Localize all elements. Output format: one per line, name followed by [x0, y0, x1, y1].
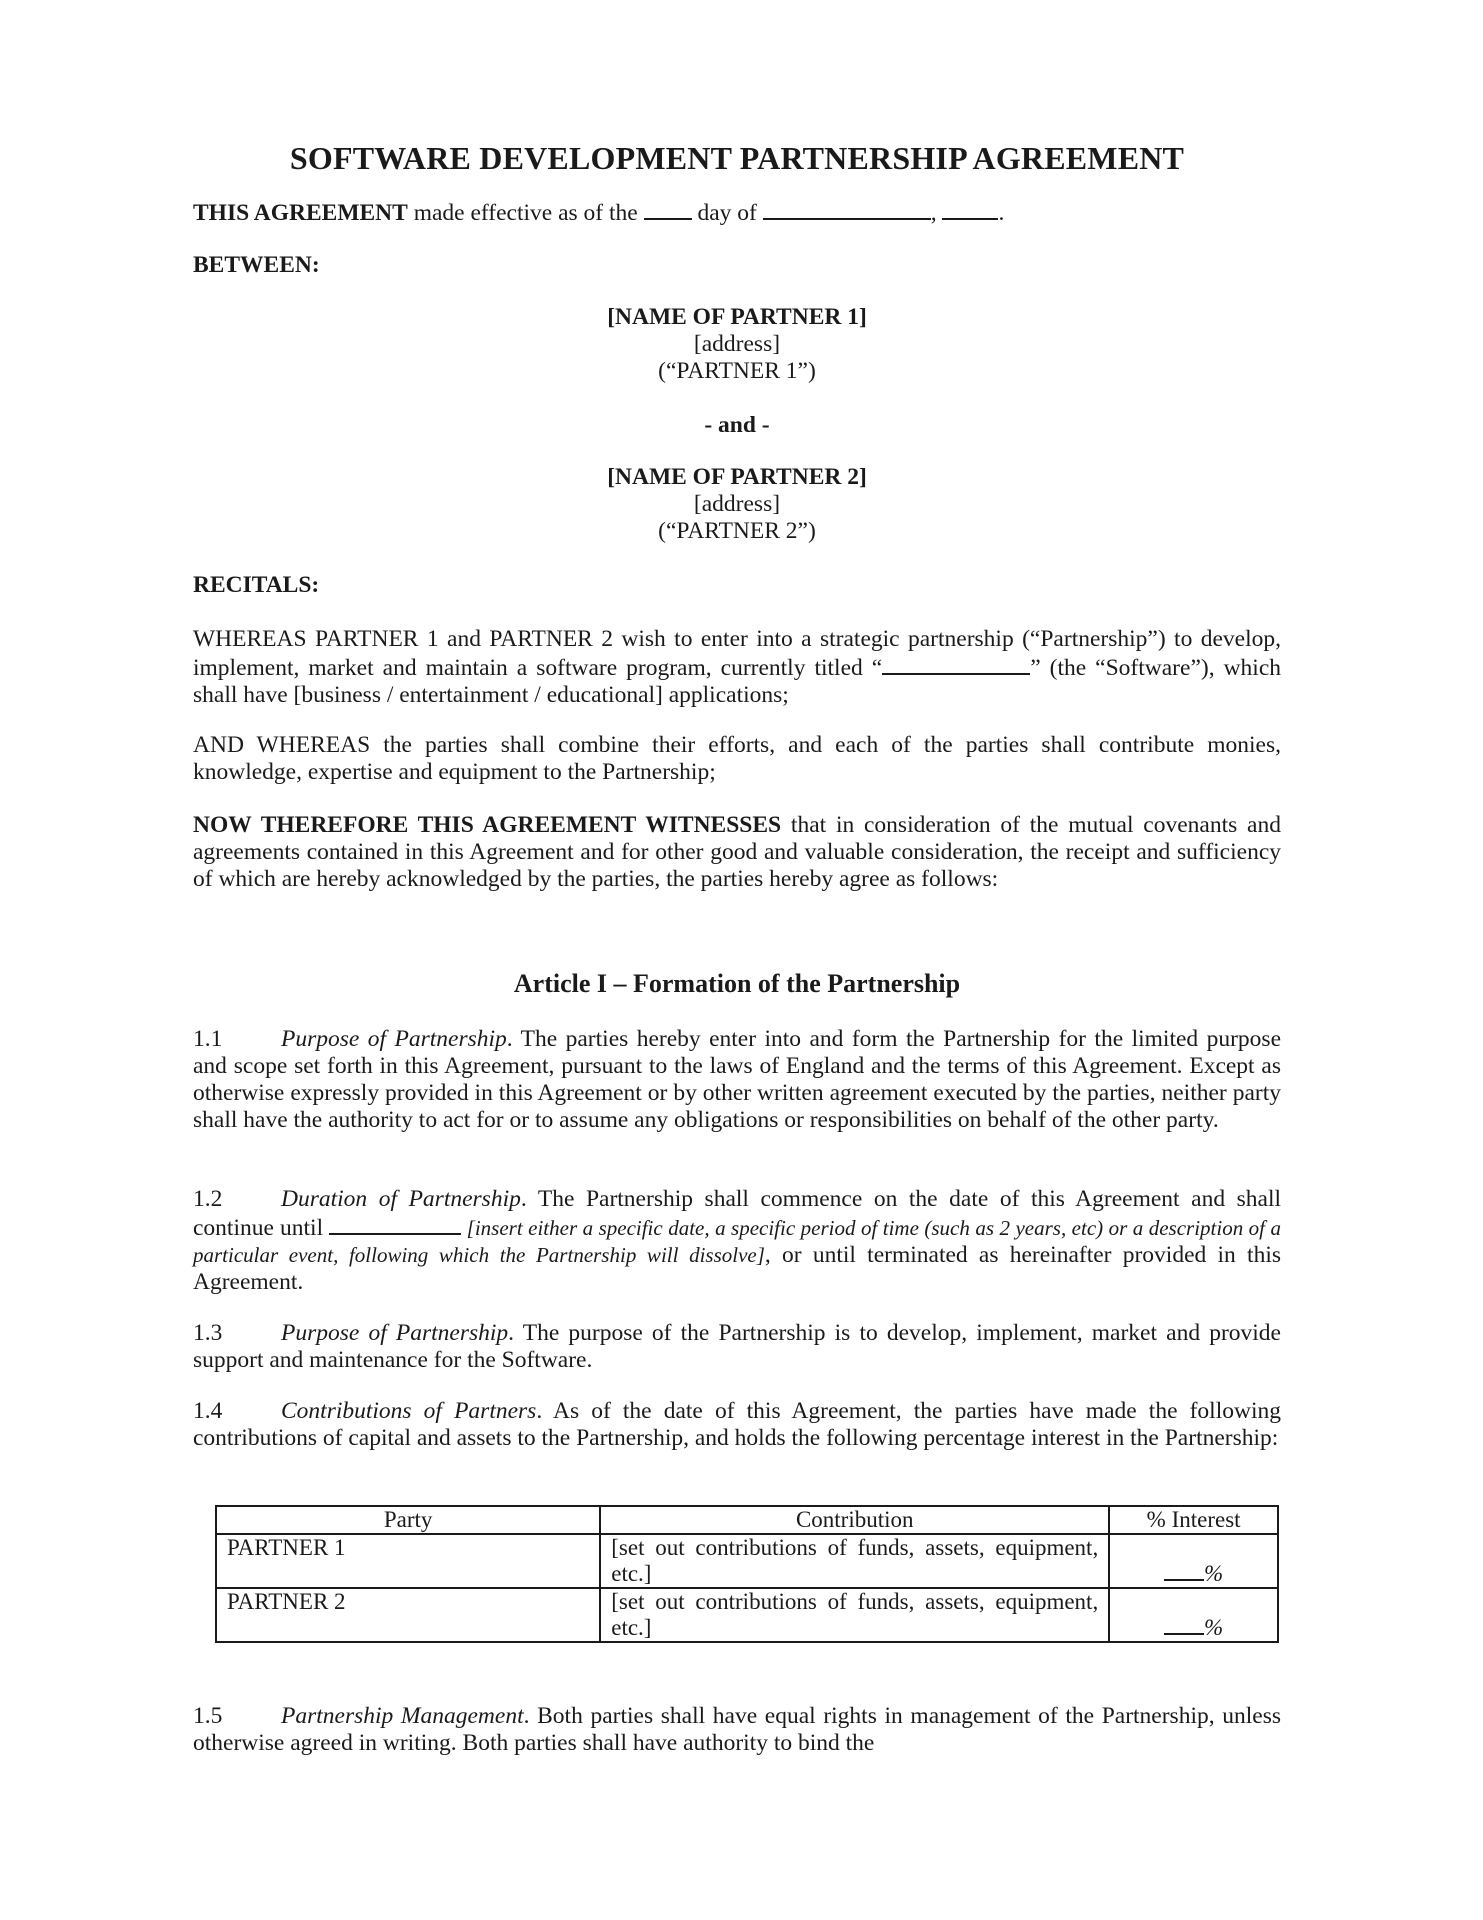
contribution-cell: [set out contributions of funds, assets, equipment, etc.]	[600, 1534, 1109, 1588]
section-1-3	[193, 1320, 1281, 1374]
interest-cell	[1109, 1588, 1278, 1642]
witnesses-lead: NOW THEREFORE THIS AGREEMENT WITNESSES	[193, 812, 782, 838]
recital-1-text-a: WHEREAS PARTNER 1 and PARTNER 2 wish to enter into a strategic partnership (“Partnership”) to develop, implement, market and maintain a software program, currently titled “	[193, 626, 1281, 681]
party-cell: PARTNER 1	[216, 1534, 600, 1588]
section-number: 1.1	[193, 1026, 223, 1052]
party-1-address: [address]	[693, 331, 781, 357]
section-heading: Partnership Management	[281, 1703, 524, 1729]
section-heading: Purpose of Partnership	[281, 1026, 507, 1052]
party-1-block	[193, 304, 1281, 385]
year-blank	[942, 198, 998, 220]
section-text: . As of the date of this Agreement, the parties have made the following contributions of capital and assets to the Partnership, and holds the following percentage interest in the Partnership:	[193, 1398, 1281, 1451]
party-2-alias: (“PARTNER 2”)	[658, 518, 816, 544]
interest-blank	[1164, 1559, 1204, 1581]
recital-1	[193, 626, 1281, 709]
section-text: . The purpose of the Partnership is to develop, implement, market and provide support and maintenance for the Software.	[193, 1320, 1281, 1373]
party-1-alias: (“PARTNER 1”)	[658, 358, 816, 384]
party-2-address: [address]	[693, 491, 781, 517]
section-heading: Duration of Partnership	[281, 1186, 521, 1212]
party-1-name: [NAME OF PARTNER 1]	[607, 304, 867, 330]
section-1-4	[193, 1398, 1281, 1452]
and-separator	[193, 412, 1281, 439]
section-text: . The parties hereby enter into and form the Partnership for the limited purpose and scope set forth in this Agreement, pursuant to the laws of England and the terms of this Agreement. Except as otherwise expressly provided in this Agreement or by other written agreement executed by the parties, neither party shall have the authority to act for or to assume any obligations or responsibilities on behalf of the other party.	[193, 1026, 1281, 1133]
month-blank	[763, 198, 931, 220]
intro-text-3: ,	[930, 200, 943, 226]
section-number: 1.2	[193, 1186, 223, 1212]
contributions-table	[215, 1505, 1279, 1643]
percent-sign: %	[1204, 1615, 1224, 1640]
intro-text-2: day of	[691, 200, 763, 226]
duration-instruction: [insert either a specific date, a specific period of time (such as 2 years, etc) or a description of a particular event, following which the Partnership will dissolve]	[193, 1216, 1281, 1267]
section-number: 1.5	[193, 1703, 223, 1729]
intro-text-1: made effective as of the	[407, 200, 644, 226]
section-text-b: , or until terminated as hereinafter provided in this Agreement.	[193, 1242, 1281, 1295]
document-title: SOFTWARE DEVELOPMENT PARTNERSHIP AGREEMENT	[289, 140, 1185, 176]
section-number: 1.4	[193, 1398, 223, 1424]
party-cell: PARTNER 2	[216, 1588, 600, 1642]
interest-blank	[1164, 1613, 1204, 1635]
contribution-cell: [set out contributions of funds, assets, equipment, etc.]	[600, 1588, 1109, 1642]
intro-lead: THIS AGREEMENT	[193, 200, 408, 226]
header-party: Party	[216, 1506, 600, 1534]
table-row	[216, 1534, 1278, 1588]
recitals-label: RECITALS:	[193, 572, 320, 598]
section-1-1	[193, 1026, 1281, 1134]
witnesses-text: that in consideration of the mutual covenants and agreements contained in this Agreement and for other good and valuable consideration, the receipt and sufficiency of which are hereby acknowledged by the parties, the parties hereby agree as follows:	[193, 812, 1281, 892]
between-label: BETWEEN:	[193, 252, 320, 278]
software-title-blank	[882, 653, 1030, 675]
witnesses-clause	[193, 812, 1281, 893]
section-number: 1.3	[193, 1320, 223, 1346]
interest-cell	[1109, 1534, 1278, 1588]
section-1-5	[193, 1703, 1281, 1757]
party-2-name: [NAME OF PARTNER 2]	[607, 464, 867, 490]
intro-line	[193, 198, 1004, 227]
header-contribution: Contribution	[600, 1506, 1109, 1534]
table-row	[216, 1588, 1278, 1642]
section-heading: Purpose of Partnership	[281, 1320, 509, 1346]
section-text-a: . The Partnership shall commence on the date of this Agreement and shall continue until	[193, 1186, 1282, 1241]
party-2-block	[193, 464, 1281, 545]
table-header-row	[216, 1506, 1278, 1534]
section-heading: Contributions of Partners	[281, 1398, 537, 1424]
section-1-2	[193, 1186, 1281, 1296]
day-blank	[644, 198, 692, 220]
section-text: . Both parties shall have equal rights in management of the Partnership, unless otherwise agreed in writing. Both parties shall have authority to bind the	[193, 1703, 1281, 1756]
percent-sign: %	[1204, 1561, 1224, 1586]
article-1-heading: Article I – Formation of the Partnership	[513, 969, 961, 998]
intro-text-4: .	[998, 200, 1005, 226]
recital-1-text-b: ” (the “Software”), which shall have [business / entertainment / educational] applications;	[193, 655, 1282, 708]
and-separator-text: - and -	[704, 412, 770, 438]
header-interest: % Interest	[1109, 1506, 1278, 1534]
recital-2: AND WHEREAS the parties shall combine their efforts, and each of the parties shall contribute monies, knowledge, expertise and equipment to the Partnership;	[193, 732, 1281, 785]
duration-blank	[329, 1213, 461, 1235]
